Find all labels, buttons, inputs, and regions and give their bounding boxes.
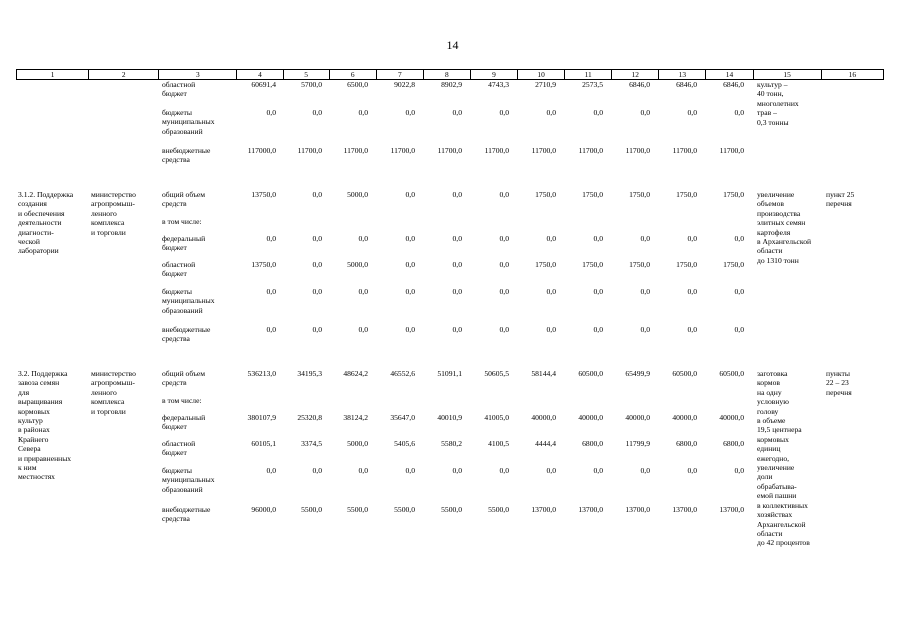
funding-source-label: бюджеты муниципальных образований [162, 287, 215, 315]
budget-value: 1750,0 [723, 260, 744, 269]
budget-value: 60500,0 [672, 369, 697, 378]
budget-value: 8902,9 [441, 80, 462, 89]
budget-value: 4444,4 [535, 439, 556, 448]
budget-value: 0,0 [405, 190, 415, 199]
budget-value: 13700,0 [625, 505, 650, 514]
budget-value: 46552,6 [390, 369, 415, 378]
budget-value: 60105,1 [251, 439, 276, 448]
budget-value: 0,0 [452, 190, 462, 199]
budget-value: 0,0 [405, 108, 415, 117]
budget-value: 0,0 [405, 234, 415, 243]
funding-source-label: бюджеты муниципальных образований [162, 466, 215, 494]
column-number: 9 [470, 70, 517, 80]
budget-value: 0,0 [312, 190, 322, 199]
funding-source-label: бюджеты муниципальных образований [162, 108, 215, 136]
budget-value: 0,0 [452, 287, 462, 296]
funding-source-label: в том числе: [162, 396, 202, 405]
budget-value: 6846,0 [629, 80, 650, 89]
budget-value: 40010,9 [437, 413, 462, 422]
budget-value: 60500,0 [578, 369, 603, 378]
funding-source-label: федеральный бюджет [162, 413, 206, 432]
budget-value: 34195,3 [297, 369, 322, 378]
budget-value: 0,0 [405, 325, 415, 334]
funding-source-label: внебюджетные средства [162, 146, 211, 165]
budget-value: 1750,0 [582, 260, 603, 269]
budget-value: 0,0 [358, 108, 368, 117]
budget-value: 0,0 [266, 287, 276, 296]
budget-value: 0,0 [499, 108, 509, 117]
budget-value: 4100,5 [488, 439, 509, 448]
budget-value: 13700,0 [719, 505, 744, 514]
budget-value: 0,0 [266, 108, 276, 117]
budget-value: 2710,9 [535, 80, 556, 89]
budget-value: 58144,4 [531, 369, 556, 378]
budget-value: 5000,0 [347, 439, 368, 448]
budget-value: 0,0 [593, 108, 603, 117]
budget-value: 1750,0 [535, 260, 556, 269]
budget-value: 1750,0 [629, 260, 650, 269]
budget-value: 40000,0 [531, 413, 556, 422]
budget-value: 0,0 [452, 466, 462, 475]
column-number: 13 [659, 70, 706, 80]
budget-value: 11700,0 [719, 146, 744, 155]
budget-value: 117000,0 [247, 146, 276, 155]
budget-value: 0,0 [312, 108, 322, 117]
budget-value: 0,0 [546, 466, 556, 475]
column-number: 6 [329, 70, 376, 80]
budget-value: 11700,0 [672, 146, 697, 155]
reference: пункт 25 перечня [826, 190, 855, 209]
measure-title: 3.2. Поддержка завоза семян для выращивания кормовых культур в районах Крайнего Севера и приравненных к ним местностях [18, 369, 72, 482]
expected-result: увеличение объемов производства элитных семян картофеля в Архангельской области до 1310 тонн [757, 190, 812, 265]
budget-value: 380107,9 [247, 413, 276, 422]
budget-value: 5405,6 [394, 439, 415, 448]
budget-value: 13750,0 [251, 190, 276, 199]
budget-value: 5500,0 [301, 505, 322, 514]
budget-value: 1750,0 [676, 190, 697, 199]
budget-value: 0,0 [640, 325, 650, 334]
budget-value: 5500,0 [394, 505, 415, 514]
column-number: 14 [706, 70, 753, 80]
budget-value: 0,0 [452, 260, 462, 269]
column-number: 8 [423, 70, 470, 80]
budget-value: 0,0 [499, 466, 509, 475]
budget-value: 11700,0 [484, 146, 509, 155]
budget-value: 11700,0 [343, 146, 368, 155]
budget-value: 41005,0 [484, 413, 509, 422]
column-number: 7 [376, 70, 423, 80]
budget-value: 6500,0 [347, 80, 368, 89]
budget-value: 35647,0 [390, 413, 415, 422]
budget-value: 0,0 [312, 234, 322, 243]
budget-value: 0,0 [687, 287, 697, 296]
budget-value: 0,0 [499, 325, 509, 334]
budget-value: 0,0 [452, 234, 462, 243]
budget-value: 0,0 [546, 287, 556, 296]
funding-source-label: внебюджетные средства [162, 505, 211, 524]
budget-value: 0,0 [687, 108, 697, 117]
budget-value: 1750,0 [629, 190, 650, 199]
budget-value: 5500,0 [488, 505, 509, 514]
budget-value: 0,0 [358, 325, 368, 334]
budget-value: 13700,0 [578, 505, 603, 514]
budget-value: 0,0 [593, 325, 603, 334]
budget-value: 0,0 [312, 287, 322, 296]
budget-value: 3374,5 [301, 439, 322, 448]
expected-result: культур – 40 тонн, многолетних трав – 0,3 тонны [757, 80, 799, 127]
budget-value: 25320,8 [297, 413, 322, 422]
budget-value: 40000,0 [719, 413, 744, 422]
budget-value: 40000,0 [672, 413, 697, 422]
budget-value: 0,0 [734, 325, 744, 334]
budget-value: 0,0 [358, 466, 368, 475]
funding-source-label: общий объем средств [162, 369, 206, 388]
budget-value: 9022,8 [394, 80, 415, 89]
funding-source-label: общий объем средств [162, 190, 206, 209]
budget-value: 11700,0 [390, 146, 415, 155]
budget-value: 11700,0 [578, 146, 603, 155]
budget-value: 6846,0 [676, 80, 697, 89]
budget-value: 11700,0 [297, 146, 322, 155]
budget-value: 40000,0 [578, 413, 603, 422]
budget-value: 0,0 [546, 234, 556, 243]
budget-value: 5700,0 [301, 80, 322, 89]
budget-value: 13700,0 [531, 505, 556, 514]
budget-value: 60500,0 [719, 369, 744, 378]
funding-source-label: областной бюджет [162, 80, 196, 99]
funding-source-label: областной бюджет [162, 439, 196, 458]
budget-value: 40000,0 [625, 413, 650, 422]
budget-value: 0,0 [452, 325, 462, 334]
budget-value: 0,0 [593, 234, 603, 243]
column-number: 15 [753, 70, 821, 80]
budget-value: 5500,0 [347, 505, 368, 514]
budget-value: 0,0 [734, 234, 744, 243]
budget-value: 11700,0 [625, 146, 650, 155]
budget-value: 0,0 [405, 287, 415, 296]
budget-value: 0,0 [266, 234, 276, 243]
budget-value: 6800,0 [676, 439, 697, 448]
column-number: 4 [237, 70, 283, 80]
budget-value: 536213,0 [247, 369, 276, 378]
budget-value: 11700,0 [531, 146, 556, 155]
budget-value: 0,0 [546, 108, 556, 117]
executor: министерство агропромыш- ленного комплекса и торговли [91, 369, 136, 416]
budget-value: 0,0 [640, 234, 650, 243]
budget-value: 0,0 [640, 108, 650, 117]
budget-value: 0,0 [687, 325, 697, 334]
budget-value: 0,0 [266, 325, 276, 334]
budget-value: 0,0 [499, 234, 509, 243]
budget-value: 0,0 [734, 466, 744, 475]
funding-source-label: областной бюджет [162, 260, 196, 279]
column-number: 10 [518, 70, 565, 80]
budget-value: 0,0 [499, 190, 509, 199]
budget-value: 51091,1 [437, 369, 462, 378]
executor: министерство агропромыш- ленного комплекса и торговли [91, 190, 136, 237]
budget-value: 0,0 [640, 287, 650, 296]
funding-source-label: внебюджетные средства [162, 325, 211, 344]
budget-value: 0,0 [734, 108, 744, 117]
page-number: 14 [446, 38, 459, 52]
budget-value: 0,0 [640, 466, 650, 475]
column-number: 11 [565, 70, 612, 80]
budget-value: 5000,0 [347, 190, 368, 199]
budget-value: 11799,9 [625, 439, 650, 448]
budget-value: 0,0 [546, 325, 556, 334]
funding-source-label: в том числе: [162, 217, 202, 226]
budget-value: 38124,2 [343, 413, 368, 422]
reference: пункты 22 – 23 перечня [826, 369, 852, 397]
budget-value: 13750,0 [251, 260, 276, 269]
budget-value: 0,0 [499, 260, 509, 269]
measure-title: 3.1.2. Поддержка создания и обеспечения деятельности диагности- ческой лаборатории [18, 190, 74, 256]
column-number: 2 [89, 70, 159, 80]
column-number: 3 [159, 70, 237, 80]
column-number: 16 [821, 70, 883, 80]
budget-value: 0,0 [734, 287, 744, 296]
budget-value: 0,0 [312, 466, 322, 475]
budget-value: 11700,0 [437, 146, 462, 155]
expected-result: заготовка кормов на одну условную голову в объеме 19,5 центнера кормовых единиц ежегодно, увеличение доли обрабатыва- емой пашни в коллективных хозяйствах Архангельской области до 42 процентов [757, 369, 810, 548]
budget-value: 0,0 [593, 466, 603, 475]
column-number: 1 [17, 70, 89, 80]
budget-value: 0,0 [452, 108, 462, 117]
budget-value: 6846,0 [723, 80, 744, 89]
budget-value: 6800,0 [723, 439, 744, 448]
budget-value: 5000,0 [347, 260, 368, 269]
budget-value: 1750,0 [582, 190, 603, 199]
budget-value: 2573,5 [582, 80, 603, 89]
budget-value: 6800,0 [582, 439, 603, 448]
budget-value: 0,0 [358, 234, 368, 243]
budget-value: 0,0 [687, 234, 697, 243]
budget-value: 13700,0 [672, 505, 697, 514]
budget-value: 1750,0 [723, 190, 744, 199]
budget-value: 0,0 [405, 466, 415, 475]
column-number: 5 [283, 70, 329, 80]
budget-value: 0,0 [499, 287, 509, 296]
budget-value: 48624,2 [343, 369, 368, 378]
budget-value: 65499,9 [625, 369, 650, 378]
budget-value: 0,0 [358, 287, 368, 296]
budget-value: 1750,0 [535, 190, 556, 199]
budget-value: 96000,0 [251, 505, 276, 514]
budget-value: 5580,2 [441, 439, 462, 448]
budget-value: 5500,0 [441, 505, 462, 514]
column-number: 12 [612, 70, 659, 80]
budget-value: 4743,3 [488, 80, 509, 89]
budget-value: 0,0 [312, 260, 322, 269]
budget-value: 0,0 [312, 325, 322, 334]
budget-value: 60691,4 [251, 80, 276, 89]
budget-value: 0,0 [266, 466, 276, 475]
budget-value: 0,0 [593, 287, 603, 296]
budget-value: 0,0 [687, 466, 697, 475]
funding-source-label: федеральный бюджет [162, 234, 206, 253]
budget-value: 1750,0 [676, 260, 697, 269]
budget-value: 50605,5 [484, 369, 509, 378]
budget-value: 0,0 [405, 260, 415, 269]
